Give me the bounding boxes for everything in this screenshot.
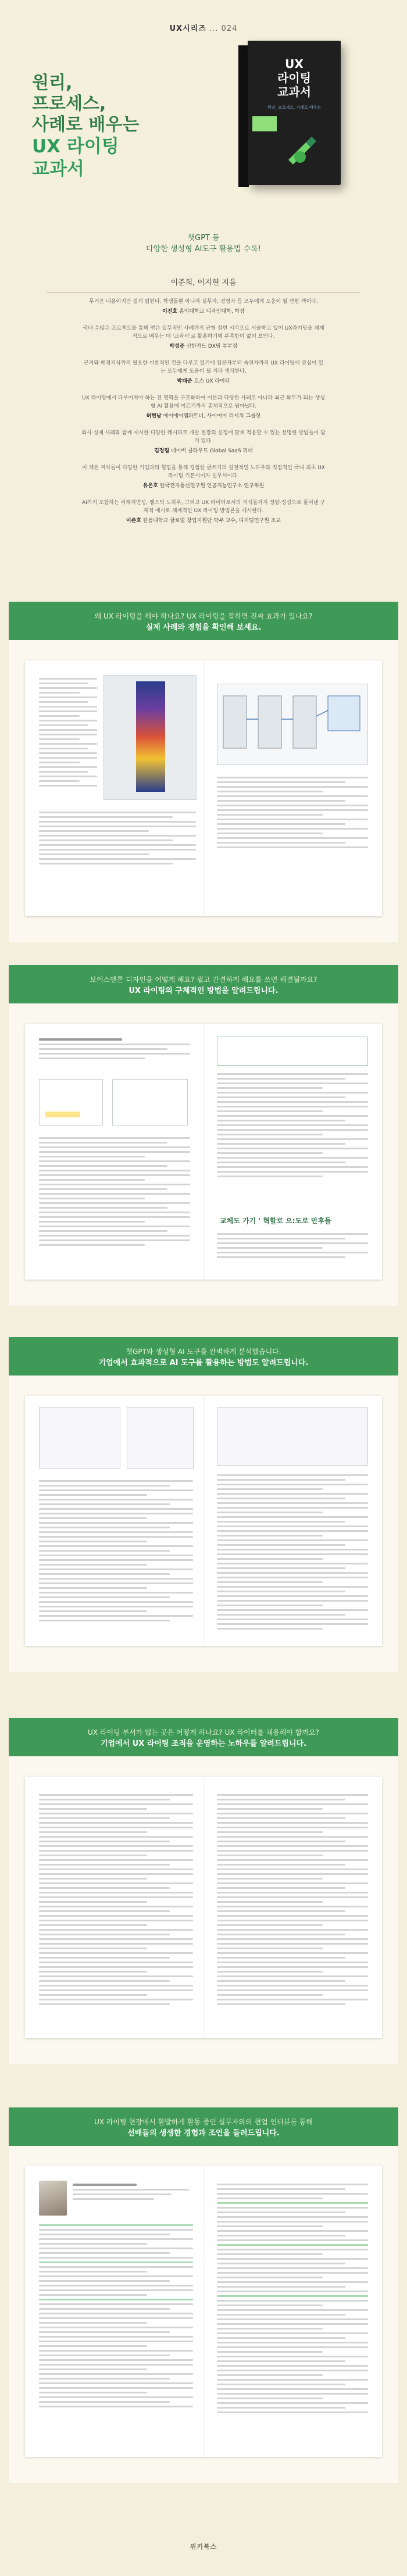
review-author-name: 이전호	[162, 309, 178, 315]
section-question: UX 라이팅 현장에서 활발하게 활동 중인 실무자와의 현업 인터뷰를 통해	[94, 2118, 313, 2126]
cover-title-line-3: 교과서	[277, 85, 311, 99]
review-author-affiliation: 한국전자통신연구원 인공지능연구소 연구위원	[159, 483, 265, 489]
review-author-affiliation: 한동대학교 글로벌 창업지원단 학부 교수, 디지털연구원 조교	[142, 518, 281, 524]
spread-gutter	[204, 1777, 205, 2038]
page-text-block	[39, 1137, 190, 1249]
section-question: 왜 UX 라이팅을 해야 하나요? UX 라이팅을 잘하면 진짜 효과가 있나요?	[94, 612, 313, 620]
title-line-2: 프로세스,	[32, 94, 106, 114]
page-text-block	[217, 1073, 368, 1180]
review-author-name: 유은호	[142, 483, 158, 489]
highlight-pill	[45, 1112, 80, 1117]
authors: 이준희, 이지현 지음	[170, 278, 237, 287]
book-spread-image	[25, 1024, 382, 1280]
review-text: 무거운 내용이지만 쉽게 읽힌다. 학생들뿐 아니라 실무자, 경영자 등 모두에게 도움이 될 만한 책이다.	[89, 299, 318, 305]
tagline	[0, 233, 407, 255]
ui-list-screenshot	[112, 1079, 188, 1126]
series-name: UX시리즈	[169, 24, 206, 33]
page-text-column	[39, 678, 97, 789]
cover-title-line-2: 라이팅	[277, 71, 311, 85]
section-question: 챗GPT와 생성형 AI 도구를 완벽하게 분석했습니다.	[126, 1348, 281, 1356]
section-answer: 선배들의 생생한 경험과 조언을 들려드립니다.	[127, 2129, 280, 2138]
ai-tool-screenshot	[127, 1407, 194, 1469]
page-text-block	[217, 777, 368, 851]
review-author	[81, 516, 326, 524]
feature-section-4	[9, 1718, 398, 2064]
review-item	[81, 464, 326, 489]
book-cover-image	[233, 41, 349, 192]
cover-subtitle: 원리, 프로세스, 사례로 배우는	[267, 105, 322, 110]
flow-diagram-icon	[217, 684, 367, 764]
callout-box	[217, 1037, 368, 1066]
page-text-block	[217, 1474, 368, 1632]
section-header	[9, 602, 398, 640]
section-body	[9, 2146, 398, 2483]
review-author-name: 허현남	[146, 413, 162, 419]
section-answer: 기업에서 UX 라이팅 조직을 운영하는 노하우를 알려드립니다.	[100, 1739, 307, 1748]
section-answer: 기업에서 효과적으로 AI 도구를 활용하는 방법도 알려드립니다.	[98, 1359, 309, 1367]
feature-section-3	[9, 1337, 398, 1672]
spread-gutter	[204, 1396, 205, 1646]
cover-sticker	[252, 116, 277, 131]
section-body	[9, 1375, 398, 1672]
title-line-3: 사례로 배우는	[32, 115, 140, 135]
series-number: 024	[221, 24, 238, 33]
feature-section-5	[9, 2107, 398, 2483]
section-answer: UX 라이팅의 구체적인 방법을 알려드립니다.	[128, 987, 279, 995]
review-list	[81, 298, 326, 534]
ui-card-screenshot	[39, 1079, 103, 1126]
section-body	[9, 1003, 398, 1306]
review-text: 국내 수많은 프로젝트를 통해 얻은 실무적인 사례까지 균형 잡힌 시각으로 서술하고 있어 UX라이팅을 체계적으로 배우는 데 '교과서'로 활용하기에 부족함이 없어 보인다.	[83, 326, 324, 340]
book-spread-image	[25, 1777, 382, 2038]
feature-section-1	[9, 602, 398, 942]
ai-tool-screenshot	[39, 1407, 120, 1469]
section-question: 보이스앤톤 디자인을 어떻게 해요? 뭘고 간결하게 해요를 쓰면 해결될까요?	[90, 976, 317, 984]
book-title	[32, 73, 139, 181]
page-text-block	[73, 2184, 189, 2203]
review-item	[81, 324, 326, 349]
review-author	[81, 412, 326, 419]
hero-section	[0, 0, 407, 273]
page-text-block	[39, 1794, 193, 2008]
tagline-line-2: 다양한 생성형 AI도구 활용법 수록!	[146, 245, 261, 253]
section-header	[9, 1337, 398, 1375]
spread-quote: 교체도 가기 ' 혁할로 으:도로 만후들	[220, 1217, 331, 1225]
book-spread-image	[25, 2166, 382, 2457]
page-text-block	[39, 812, 196, 867]
review-author	[81, 481, 326, 489]
title-line-1: 원리,	[32, 73, 73, 93]
book-spread-image	[25, 660, 382, 916]
page-text-block	[39, 1038, 190, 1062]
feature-section-2	[9, 965, 398, 1306]
review-text: 이 책은 저자들이 다양한 기업과의 협업을 통해 경험한 글쓰기의 실전적인 노하우와 직접적인 국내 최초 UX 라이팅 기본서이자 실무서이다.	[82, 465, 325, 479]
review-author-affiliation: 에이에이엠파트너, 사이어이 리서치 그룹장	[163, 413, 261, 419]
section-header	[9, 1718, 398, 1756]
review-author-affiliation: 신한카드 DX팀 부부장	[186, 344, 238, 349]
section-body	[9, 640, 398, 942]
ai-tool-screenshot	[217, 1407, 368, 1466]
book-spread-image	[25, 1396, 382, 1646]
review-item	[81, 394, 326, 419]
review-author-name: 이존호	[126, 518, 141, 524]
interviewee-photo	[39, 2181, 67, 2216]
cover-title-line-1: UX	[285, 57, 304, 71]
tagline-line-1: 챗GPT 등	[187, 234, 220, 242]
heatmap-strip	[136, 681, 165, 792]
heatmap-screenshot	[103, 675, 197, 800]
book-front-cover	[248, 41, 341, 185]
section-question: UX 라이팅 부서가 없는 곳은 어떻게 하나요? UX 라이터를 채용해야 할까요?	[88, 1728, 319, 1737]
hand-pencil-illustration-icon	[283, 128, 323, 169]
page-text-block	[39, 2224, 193, 2410]
review-author	[81, 446, 326, 454]
page-text-block	[217, 2184, 368, 2416]
review-author-affiliation: 토스 UX 라이터	[194, 378, 230, 384]
publisher-logo	[0, 2542, 407, 2551]
review-item	[81, 429, 326, 454]
page-text-block	[39, 1480, 193, 1624]
section-answer: 실제 사례와 경험을 확인해 보세요.	[145, 623, 262, 632]
section-header	[9, 965, 398, 1003]
title-line-4: UX 라이팅	[32, 136, 119, 157]
review-author	[81, 307, 326, 315]
review-item	[81, 298, 326, 315]
review-author-name: 박성준	[169, 344, 185, 349]
series-label: UX시리즈 ... 024	[169, 24, 238, 33]
title-line-5: 교과서	[32, 159, 84, 180]
review-author-name: 박태준	[177, 378, 192, 384]
page-text-block	[217, 1794, 368, 2008]
review-author-affiliation: 네이버 클라우드 Global SaaS 리더	[171, 448, 253, 454]
flow-diagram-screenshot	[217, 684, 368, 765]
page-text-block	[217, 1233, 368, 1261]
publisher-name: 위키북스	[190, 2543, 217, 2550]
section-body	[9, 1756, 398, 2064]
review-text: 근거와 배경지식까지 필요한 이론적인 것을 다루고 있기에 입문자부터 숙련자까지 UX 라이팅에 관심이 있는 모두에게 도움이 될 거라 생각한다.	[83, 360, 324, 374]
review-author	[81, 377, 326, 384]
book-cover-title	[248, 57, 341, 99]
review-author-name: 김정림	[154, 448, 170, 454]
divider	[47, 292, 360, 293]
review-text: 회사 실제 사례와 함께 제시한 다양한 레시피로 개발 현장의 실정에 맞게 적용할 수 있는 선명한 방법들이 담겨 있다.	[81, 430, 326, 444]
review-text: UX 라이팅에서 다루어져야 하는 전 영역을 구조화하여 이론과 다양한 사례로 아니라 최근 화두가 되는 생성형 AI 활용에 이르기까지 총체적으로 담아냈다.	[82, 395, 325, 409]
spread-gutter	[204, 660, 205, 916]
section-header	[9, 2107, 398, 2146]
spread-gutter	[204, 1024, 205, 1280]
review-item	[81, 499, 326, 524]
review-author-affiliation: 홍익대학교 디자인대학, 학장	[179, 309, 245, 315]
review-text: AI까지 포함하는 이해저변성, 웹스틱 노하우, 그리고 UX 라이터로서의 지식들까지 정량·정성으로 풀어낸 구체적 예시로 체계적인 UX 라이팅 방법론을 제시한다.	[81, 500, 326, 514]
spread-gutter	[204, 2166, 205, 2457]
review-item	[81, 359, 326, 384]
review-author	[81, 342, 326, 349]
